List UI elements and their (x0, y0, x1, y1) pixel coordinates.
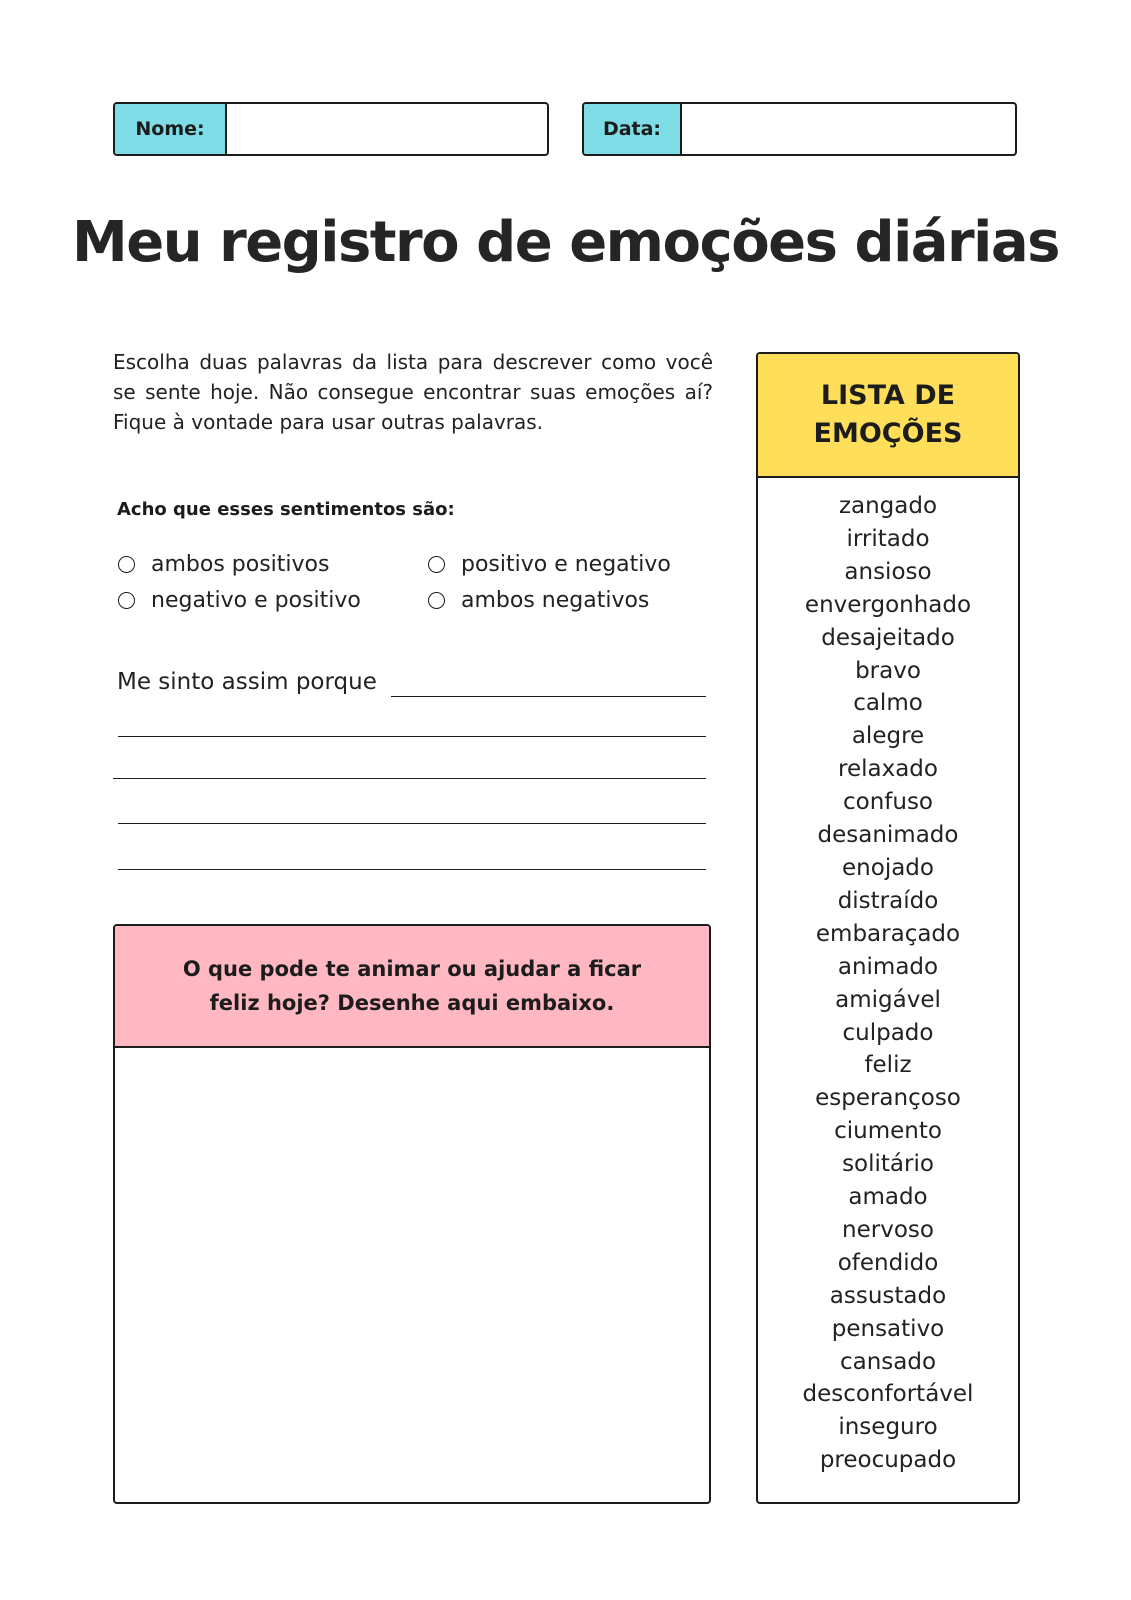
emotion-item: embaraçado (815, 920, 961, 947)
emotion-item: zangado (838, 493, 938, 519)
emotion-item: culpado (842, 1019, 934, 1046)
feelings-question: Acho que esses sentimentos são: (117, 499, 455, 520)
emotion-item: preocupado (819, 1447, 957, 1474)
emotion-item: calmo (853, 690, 923, 717)
writing-line[interactable] (118, 823, 706, 824)
option-label: positivo e negativo (461, 552, 671, 577)
name-input[interactable] (227, 104, 547, 154)
radio-circle-icon[interactable] (118, 592, 135, 609)
writing-line[interactable] (391, 696, 706, 697)
emotion-item: enojado (842, 854, 934, 881)
emotion-item: animado (837, 953, 939, 980)
emotion-item: confuso (842, 789, 934, 816)
emotion-item: desajeitado (821, 624, 955, 651)
emotion-item: ansioso (844, 558, 932, 585)
emotion-item: cansado (839, 1348, 937, 1375)
date-field (582, 102, 1017, 156)
option-label: ambos negativos (461, 588, 650, 613)
emotion-item: desconfortável (802, 1381, 974, 1408)
option-both-negative[interactable] (428, 588, 649, 613)
drawing-area[interactable] (115, 1048, 709, 1502)
emotion-item: distraído (837, 887, 939, 914)
emotions-list (758, 478, 1018, 1477)
emotion-item: assustado (829, 1282, 947, 1309)
writing-line[interactable] (118, 869, 706, 870)
date-input[interactable] (682, 104, 1015, 154)
emotion-item: ofendido (837, 1249, 939, 1276)
emotion-item: amigável (835, 986, 941, 1013)
emotions-list-title: LISTA DE EMOÇÕES (813, 380, 963, 449)
emotions-list-header (758, 354, 1018, 478)
option-both-positive[interactable] (118, 552, 329, 577)
emotion-item: pensativo (831, 1315, 945, 1342)
because-label: Me sinto assim porque (117, 669, 377, 695)
instructions-text: Escolha duas palavras da lista para descrever como você se sente hoje. Não consegue encontrar suas emoções aí? Fique à vontade para usar outras palavras. (113, 350, 713, 434)
radio-circle-icon[interactable] (118, 556, 135, 573)
emotion-item: bravo (855, 657, 921, 684)
emotion-item: esperançoso (815, 1085, 961, 1112)
emotion-item: relaxado (838, 756, 938, 783)
emotion-item: nervoso (842, 1216, 934, 1243)
emotion-item: inseguro (838, 1414, 938, 1441)
emotion-item: envergonhado (804, 591, 972, 618)
drawing-prompt: O que pode te animar ou ajudar a ficar feliz hoje? Desenhe aqui embaixo. (182, 957, 642, 1015)
emotion-item: alegre (851, 723, 925, 750)
name-label: Nome: (115, 104, 227, 154)
writing-line[interactable] (118, 736, 706, 737)
emotions-list-panel (756, 352, 1020, 1504)
drawing-prompt-header (115, 926, 709, 1048)
name-field (113, 102, 549, 156)
radio-circle-icon[interactable] (428, 592, 445, 609)
writing-line[interactable] (113, 778, 706, 779)
emotion-item: feliz (864, 1052, 912, 1079)
emotion-item: solitário (842, 1151, 934, 1178)
option-label: ambos positivos (151, 552, 330, 577)
emotion-item: ciumento (834, 1118, 942, 1145)
emotion-item: desanimado (817, 822, 959, 849)
option-negative-positive[interactable] (118, 588, 361, 613)
option-positive-negative[interactable] (428, 552, 671, 577)
drawing-box (113, 924, 711, 1504)
emotion-item: irritado (846, 525, 930, 552)
page-title: Meu registro de emoções diárias (72, 210, 1059, 275)
date-label: Data: (584, 104, 682, 154)
emotion-item: amado (848, 1184, 928, 1211)
option-label: negativo e positivo (151, 588, 361, 613)
radio-circle-icon[interactable] (428, 556, 445, 573)
